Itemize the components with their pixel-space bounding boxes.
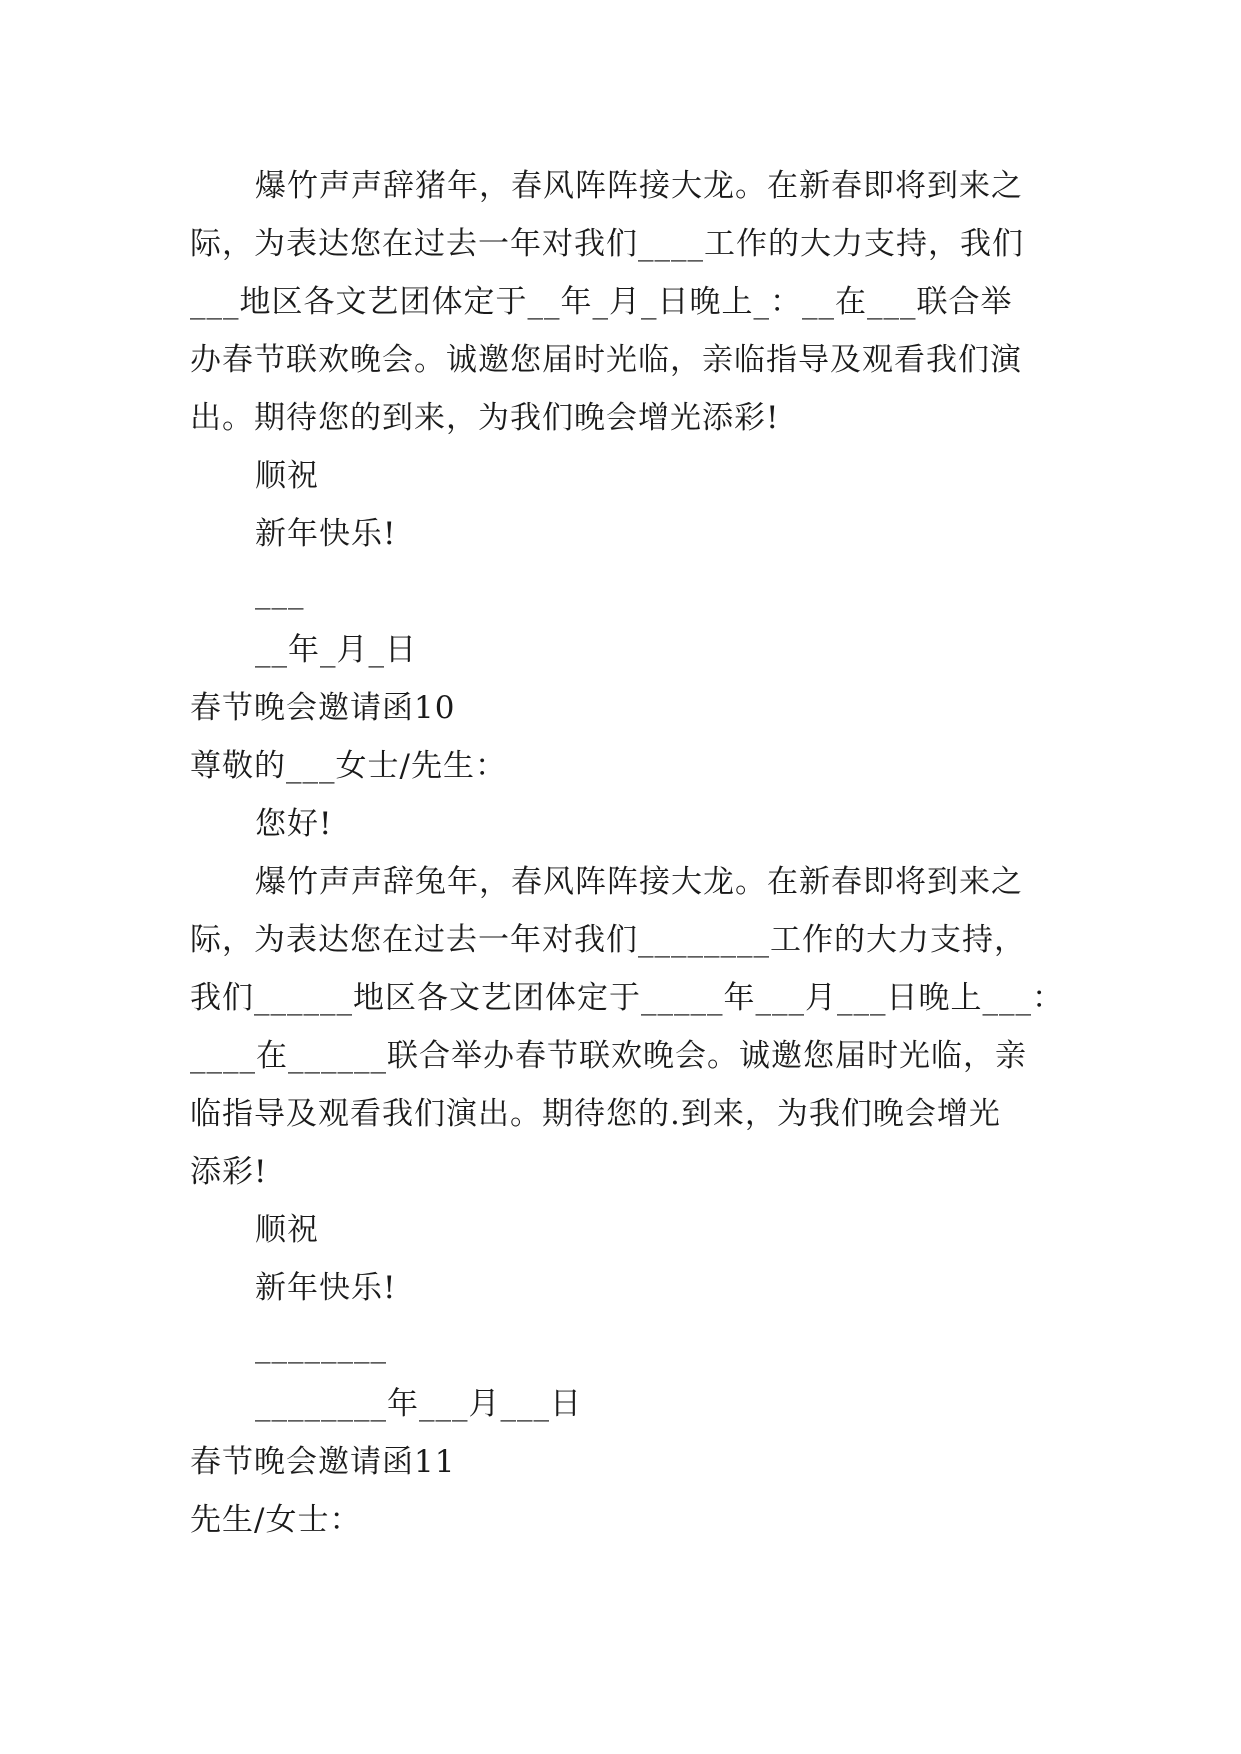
paragraph-line: 办春节联欢晚会。诚邀您届时光临，亲临指导及观看我们演 (190, 342, 1022, 378)
invitation-body-1 (190, 157, 1060, 679)
invitation-11 (190, 1433, 1060, 1549)
salutation: 尊敬的___女士/先生： (190, 748, 507, 784)
invitation-10 (190, 679, 1064, 1433)
paragraph-line: 爆竹声声辞兔年，春风阵阵接大龙。在新春即将到来之 (255, 864, 1023, 900)
closing-wish: 顺祝 (255, 1212, 319, 1248)
closing-greeting: 新年快乐! (255, 1270, 397, 1306)
paragraph-line: ____在______联合举办春节联欢晚会。诚邀您届时光临，亲 (190, 1038, 1027, 1074)
section-title: 春节晚会邀请函10 (190, 690, 456, 726)
closing-wish: 顺祝 (255, 458, 319, 494)
document-page (190, 157, 1064, 1549)
paragraph-line: 添彩! (190, 1154, 268, 1190)
date-line: ________年___月___日 (255, 1386, 582, 1422)
paragraph-line: ___地区各文艺团体定于__年_月_日晚上_：__在___联合举 (190, 284, 1013, 320)
paragraph-line: 临指导及观看我们演出。期待您的.到来，为我们晚会增光 (190, 1096, 1001, 1132)
salutation: 先生/女士： (190, 1502, 362, 1538)
paragraph-line: 我们______地区各文艺团体定于_____年___月___日晚上___： (190, 980, 1064, 1016)
paragraph-line: 际，为表达您在过去一年对我们________工作的大力支持， (190, 922, 1026, 958)
section-title: 春节晚会邀请函11 (190, 1444, 456, 1480)
signature-line: ___ (255, 574, 305, 610)
paragraph-line: 爆竹声声辞猪年，春风阵阵接大龙。在新春即将到来之 (255, 168, 1023, 204)
paragraph-line: 际，为表达您在过去一年对我们____工作的大力支持，我们 (190, 226, 1024, 262)
signature-line: ________ (255, 1328, 387, 1364)
paragraph-line: 出。期待您的到来，为我们晚会增光添彩! (190, 400, 780, 436)
closing-greeting: 新年快乐! (255, 516, 397, 552)
greeting: 您好! (255, 806, 333, 842)
date-line: __年_月_日 (255, 632, 417, 668)
